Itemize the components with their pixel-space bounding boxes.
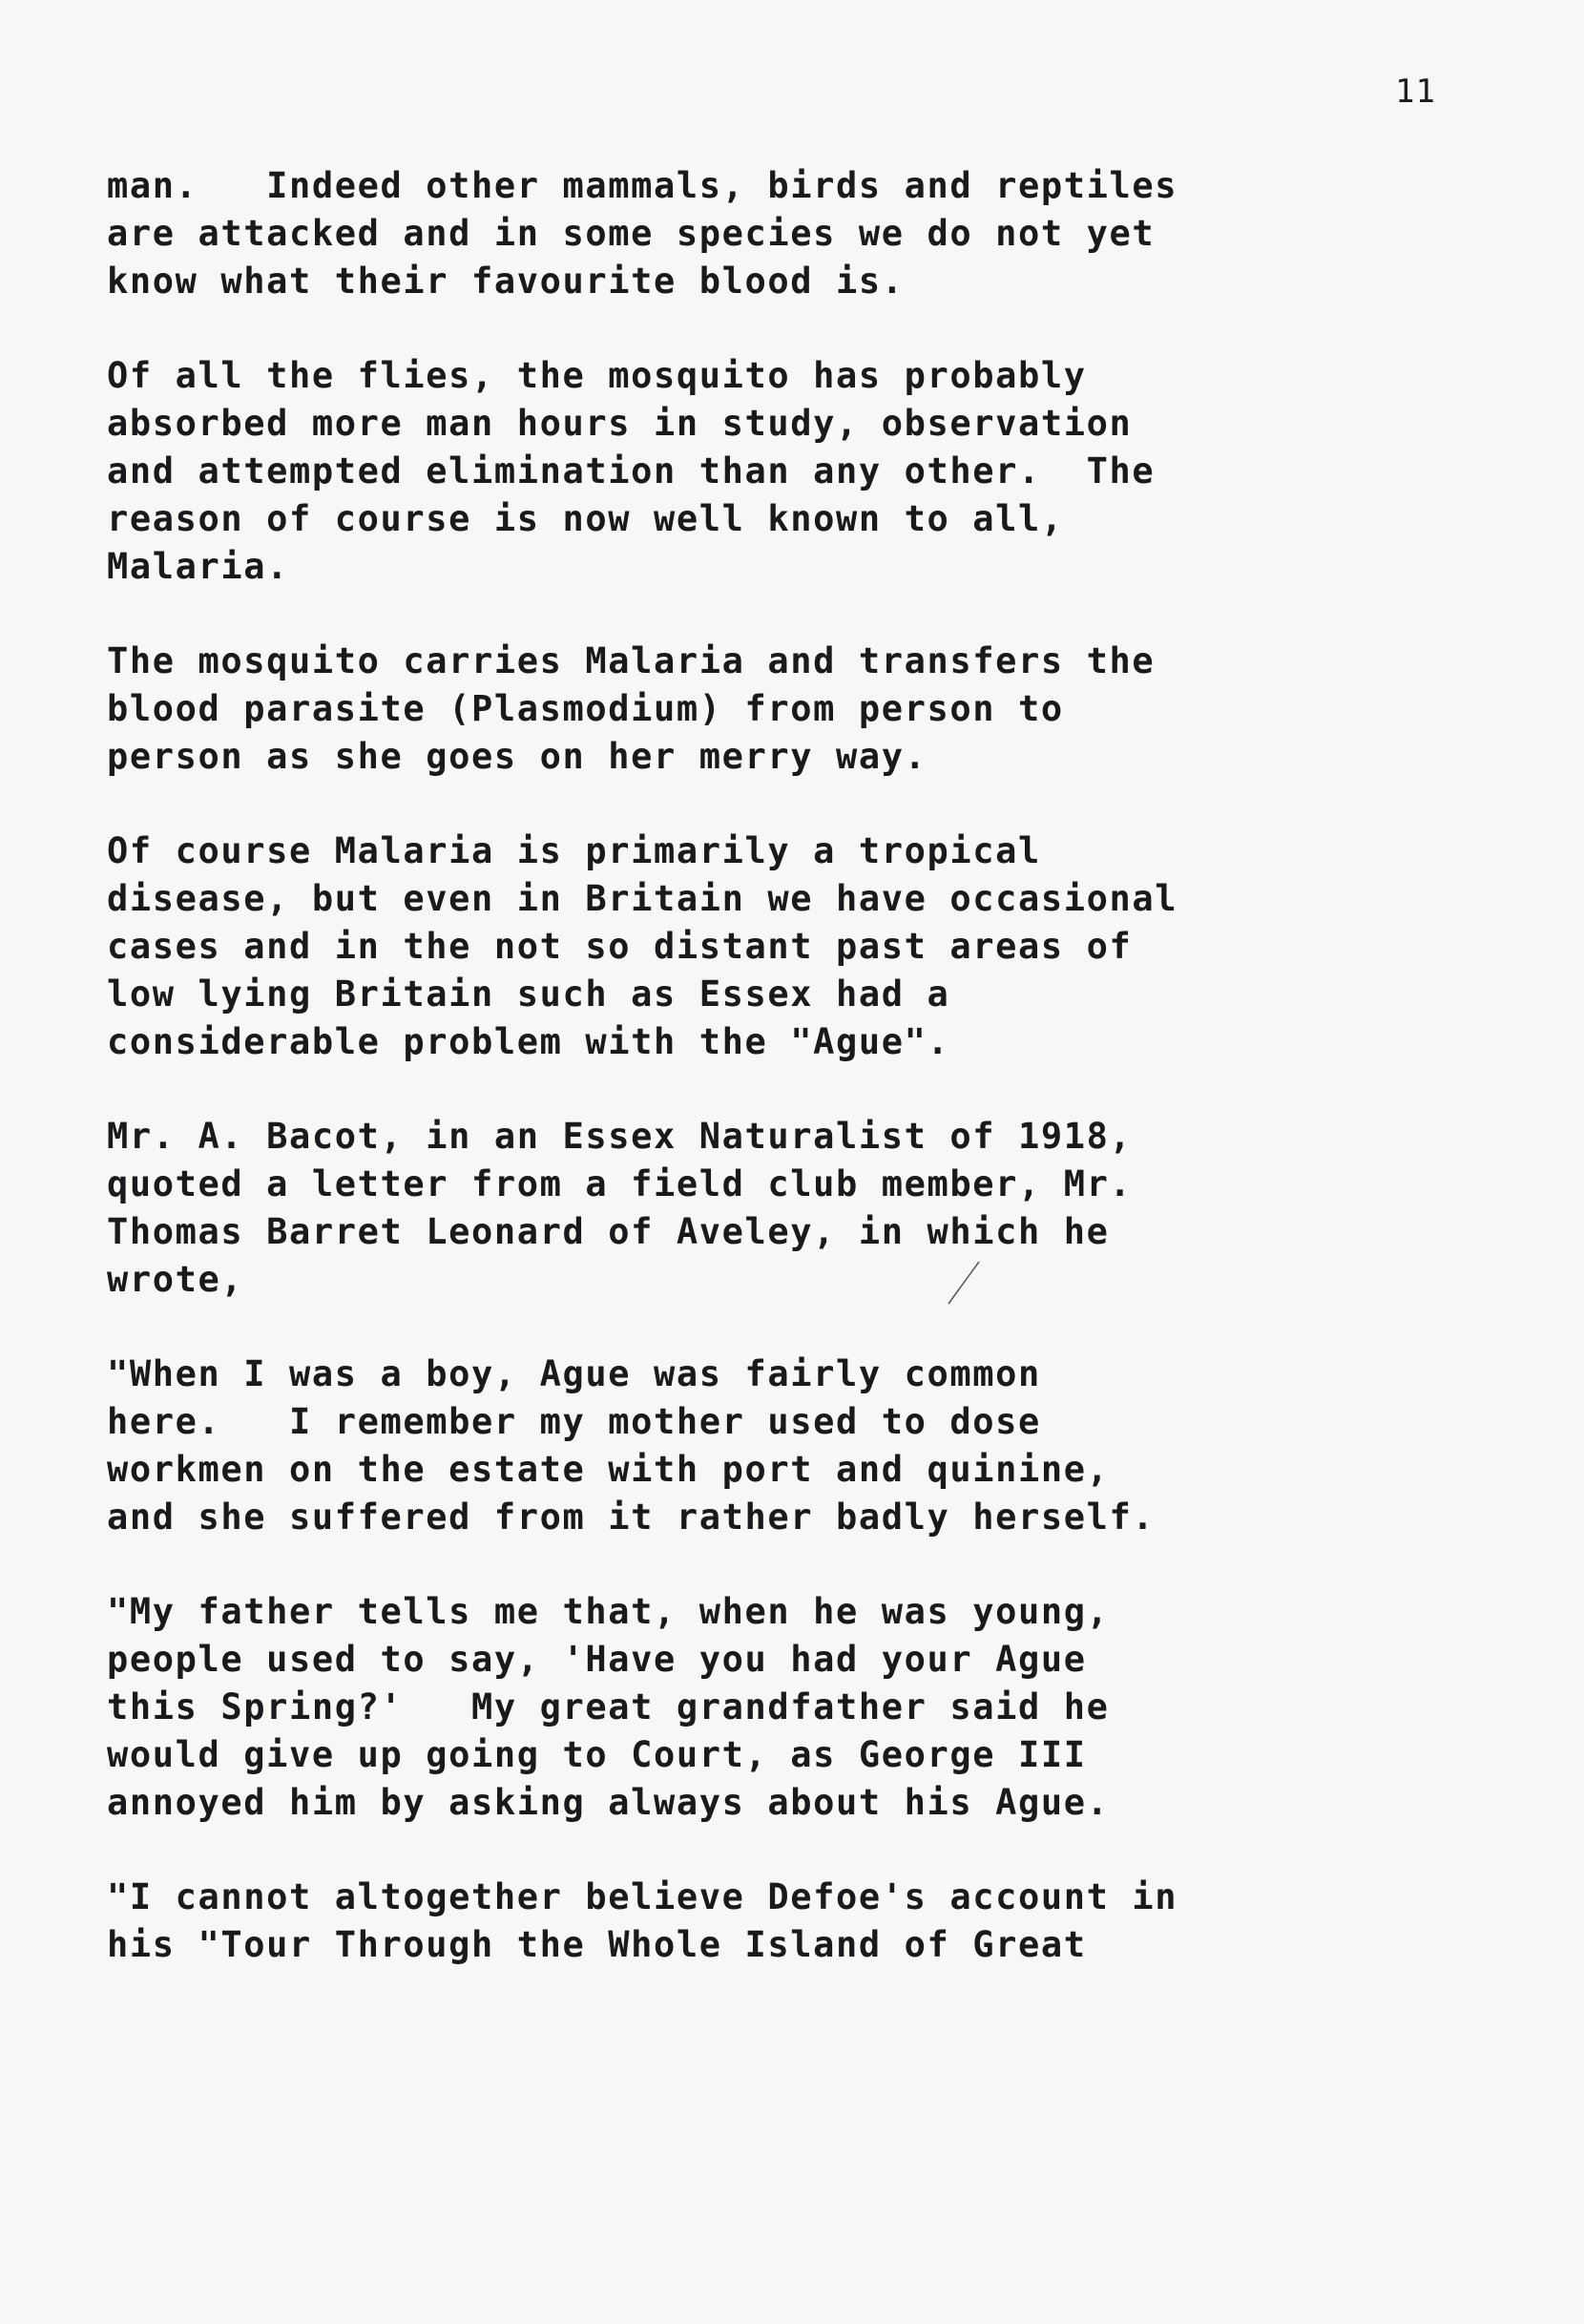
text-line: here. I remember my mother used to dose [107, 1401, 1041, 1442]
text-line: Thomas Barret Leonard of Aveley, in which he [107, 1211, 1110, 1252]
text-line: reason of course is now well known to all, [107, 498, 1064, 539]
text-line: The mosquito carries Malaria and transfers the [107, 640, 1156, 681]
text-line: workmen on the estate with port and quinine, [107, 1449, 1110, 1490]
paragraph [107, 1350, 1481, 1541]
paragraph [107, 827, 1481, 1066]
paragraph [107, 638, 1481, 781]
text-line: Of course Malaria is primarily a tropical [107, 830, 1041, 871]
text-line: annoyed him by asking always about his Ague. [107, 1782, 1110, 1823]
text-line: absorbed more man hours in study, observation [107, 403, 1133, 444]
text-line: man. Indeed other mammals, birds and reptiles [107, 165, 1178, 206]
text-line: disease, but even in Britain we have occasional [107, 878, 1178, 919]
text-line: and she suffered from it rather badly herself. [107, 1497, 1156, 1538]
paragraph [107, 1874, 1481, 1969]
text-line: "I cannot altogether believe Defoe's account in [107, 1876, 1178, 1917]
text-line: Of all the flies, the mosquito has probably [107, 355, 1087, 396]
text-line: his "Tour Through the Whole Island of Great [107, 1924, 1087, 1965]
paragraph [107, 162, 1481, 305]
text-line: this Spring?' My great grandfather said he [107, 1686, 1110, 1727]
text-line: cases and in the not so distant past areas of [107, 926, 1133, 967]
text-line: "When I was a boy, Ague was fairly common [107, 1353, 1041, 1394]
text-line: blood parasite (Plasmodium) from person to [107, 688, 1064, 729]
paragraph [107, 1113, 1481, 1304]
text-line: people used to say, 'Have you had your Ague [107, 1639, 1087, 1680]
text-line: are attacked and in some species we do not yet [107, 213, 1156, 254]
text-line: would give up going to Court, as George III [107, 1734, 1087, 1775]
paragraph [107, 1588, 1481, 1827]
text-line: Malaria. [107, 546, 290, 587]
text-line: and attempted elimination than any other. The [107, 450, 1156, 492]
text-line: Mr. A. Bacot, in an Essex Naturalist of 1918, [107, 1116, 1133, 1157]
page-number: 11 [1395, 73, 1436, 111]
text-line: know what their favourite blood is. [107, 261, 905, 302]
text-line: low lying Britain such as Essex had a [107, 974, 950, 1015]
paragraph [107, 352, 1481, 591]
text-line: person as she goes on her merry way. [107, 736, 927, 777]
text-line: considerable problem with the "Ague". [107, 1021, 950, 1062]
text-line: wrote, [107, 1259, 244, 1300]
text-line: "My father tells me that, when he was young, [107, 1591, 1110, 1632]
text-line: quoted a letter from a field club member, Mr. [107, 1163, 1133, 1204]
body-text [107, 162, 1481, 2016]
